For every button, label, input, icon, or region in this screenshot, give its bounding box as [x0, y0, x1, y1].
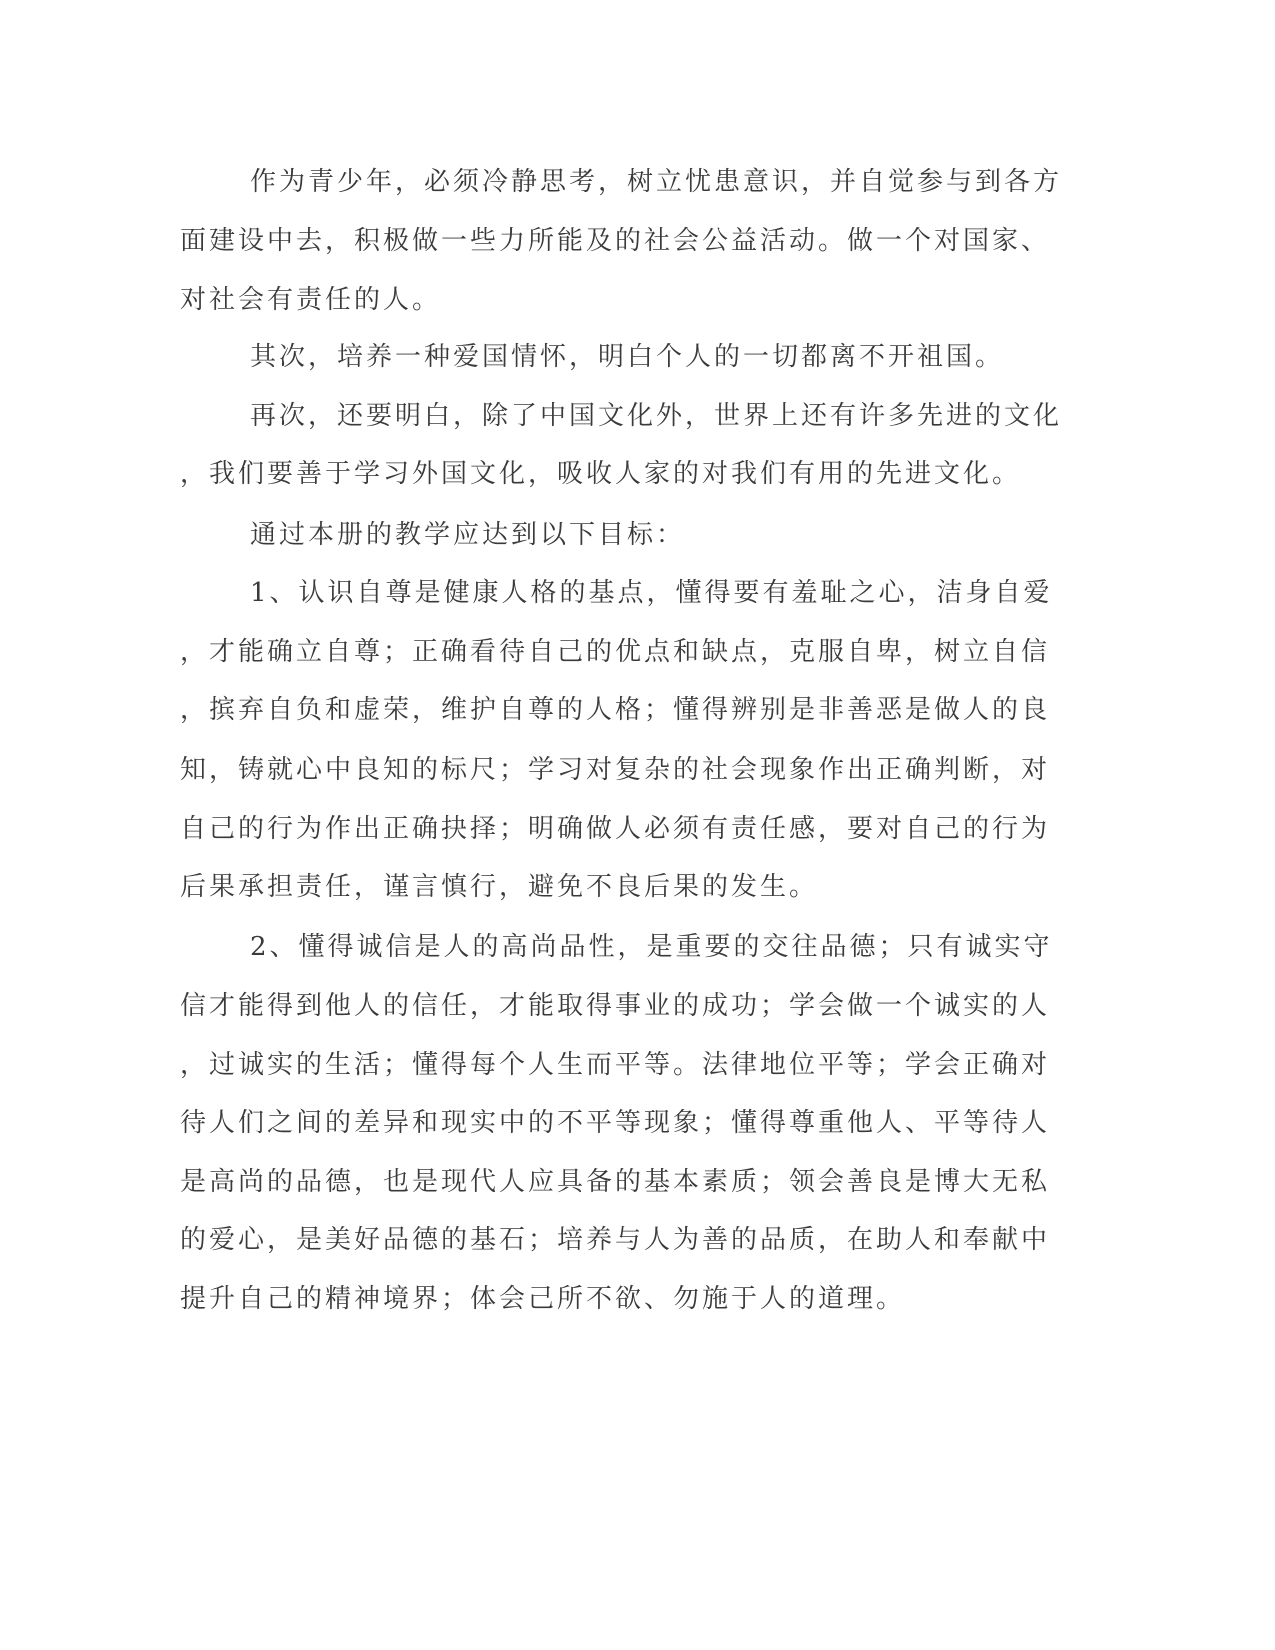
text-line: 信才能得到他人的信任，才能取得事业的成功；学会做一个诚实的人	[180, 991, 1051, 1021]
text-line: 待人们之间的差异和现实中的不平等现象；懂得尊重他人、平等待人	[180, 1108, 1051, 1138]
text-line: 后果承担责任，谨言慎行，避免不良后果的发生。	[180, 872, 819, 902]
text-line: 自己的行为作出正确抉择；明确做人必须有责任感，要对自己的行为	[180, 814, 1051, 844]
text-line: ，才能确立自尊；正确看待自己的优点和缺点，克服自卑，树立自信	[180, 637, 1051, 667]
text-line: 是高尚的品德，也是现代人应具备的基本素质；领会善良是博大无私	[180, 1167, 1051, 1197]
text-line: 2、懂得诚信是人的高尚品性，是重要的交往品德；只有诚实守	[250, 932, 1053, 962]
text-line: 作为青少年，必须冷静思考，树立忧患意识，并自觉参与到各方	[250, 167, 1063, 197]
text-line: 通过本册的教学应达到以下目标：	[250, 520, 686, 550]
text-line: 提升自己的精神境界；体会己所不欲、勿施于人的道理。	[180, 1284, 906, 1314]
text-line: 对社会有责任的人。	[180, 285, 442, 315]
text-line: 再次，还要明白，除了中国文化外，世界上还有许多先进的文化	[250, 401, 1063, 431]
text-line: 1、认识自尊是健康人格的基点，懂得要有羞耻之心，洁身自爱	[250, 578, 1053, 608]
text-line: ，我们要善于学习外国文化，吸收人家的对我们有用的先进文化。	[180, 459, 1022, 489]
text-line: ，摈弃自负和虚荣，维护自尊的人格；懂得辨别是非善恶是做人的良	[180, 695, 1051, 725]
text-line: 知，铸就心中良知的标尺；学习对复杂的社会现象作出正确判断，对	[180, 755, 1051, 785]
text-line: 其次，培养一种爱国情怀，明白个人的一切都离不开祖国。	[250, 342, 1005, 372]
text-line: 的爱心，是美好品德的基石；培养与人为善的品质，在助人和奉献中	[180, 1225, 1051, 1255]
text-line: 面建设中去，积极做一些力所能及的社会公益活动。做一个对国家、	[180, 226, 1051, 256]
text-line: ，过诚实的生活；懂得每个人生而平等。法律地位平等；学会正确对	[180, 1050, 1051, 1080]
